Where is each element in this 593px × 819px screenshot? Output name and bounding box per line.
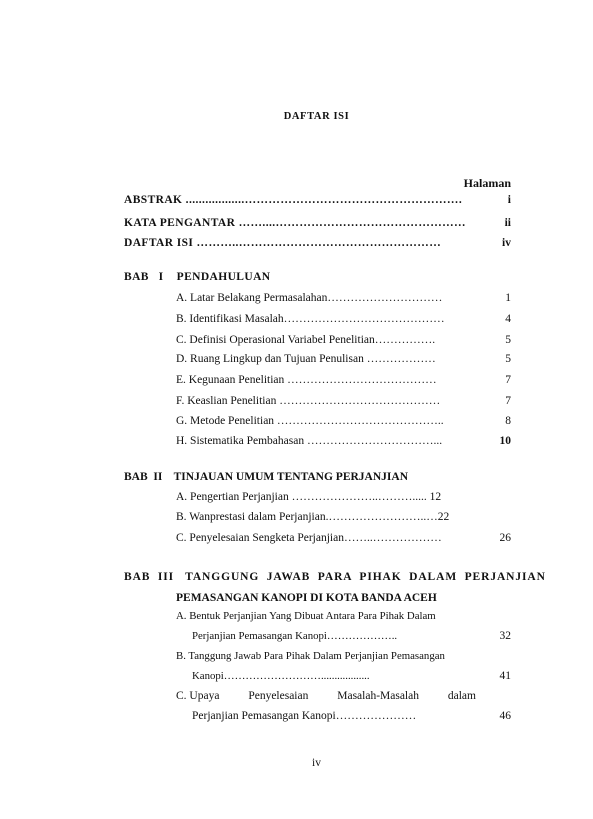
toc-page-3a: 32 (499, 630, 511, 642)
toc-item-3a-line1: A. Bentuk Perjanjian Yang Dibuat Antara Para Pihak Dalam (176, 610, 436, 622)
toc-page-abstrak: i (507, 194, 511, 206)
page-title: DAFTAR ISI (283, 111, 350, 122)
toc-item-1h: H. Sistematika Pembahasan ……………………………... (176, 435, 443, 447)
toc-page-3c: 46 (499, 710, 511, 722)
page-number-footer: iv (312, 757, 321, 769)
chapter-1-heading: BAB I PENDAHULUAN (124, 271, 271, 283)
toc-page-1a: 1 (505, 292, 511, 304)
chapter-3-heading-line2: PEMASANGAN KANOPI DI KOTA BANDA ACEH (176, 592, 437, 604)
toc-page-1b: 4 (505, 313, 511, 325)
toc-item-3c-word: dalam (447, 690, 476, 702)
toc-page-1e: 7 (505, 374, 511, 386)
chapter-2-heading: BAB II TINJAUAN UMUM TENTANG PERJANJIAN (124, 471, 409, 483)
toc-page-1h: 10 (499, 435, 511, 447)
toc-item-1f: F. Keaslian Penelitian …………………………………… (176, 395, 441, 407)
toc-item-2a: A. Pengertian Perjanjian …………………..………..... 12 (176, 491, 442, 503)
toc-item-1e: E. Kegunaan Penelitian ………………………………… (176, 374, 437, 386)
toc-item-3c-word: Masalah-Masalah (337, 690, 419, 702)
toc-item-3c-line1 (176, 689, 476, 703)
toc-item-1a: A. Latar Belakang Permasalahan………………………… (176, 292, 443, 304)
toc-page-3b: 41 (499, 670, 511, 682)
toc-item-1b: B. Identifikasi Masalah…………………………………… (176, 313, 445, 325)
toc-item-3b-line1: B. Tanggung Jawab Para Pihak Dalam Perjanjian Pemasangan (176, 650, 445, 662)
chapter-3-heading-line1: BAB III TANGGUNG JAWAB PARA PIHAK DALAM PERJANJIAN (124, 571, 546, 583)
toc-item-3a-line2: Perjanjian Pemasangan Kanopi……………….. (192, 630, 398, 642)
toc-page-kata-pengantar: ii (504, 217, 511, 229)
toc-page-daftar-isi: iv (502, 237, 511, 249)
toc-page-1c: 5 (505, 334, 511, 346)
toc-item-3c-line2: Perjanjian Pemasangan Kanopi………………… (192, 710, 417, 722)
toc-item-3b-line2: Kanopi……………………….................. (192, 670, 370, 682)
toc-item-2b: B. Wanprestasi dalam Perjanjian.……………………..…22 (176, 511, 450, 523)
toc-entry-kata-pengantar: KATA PENGANTAR ……....………………………………………… (124, 217, 466, 229)
toc-item-2c: C. Penyelesaian Sengketa Perjanjian……..……………… (176, 532, 442, 544)
toc-page-1d: 5 (505, 353, 511, 365)
toc-page-1g: 8 (505, 415, 511, 427)
toc-page-1f: 7 (505, 395, 511, 407)
toc-entry-abstrak: ABSTRAK ..................………………………………………………. (124, 194, 463, 206)
toc-page-2c: 26 (499, 532, 511, 544)
toc-item-3c-word: Penyelesaian (248, 690, 309, 702)
halaman-header: Halaman (463, 176, 511, 190)
toc-item-3c-word: C. Upaya (176, 690, 220, 702)
toc-item-1c: C. Definisi Operasional Variabel Penelitian……………. (176, 334, 436, 346)
toc-item-1d: D. Ruang Lingkup dan Tujuan Penulisan ……………… (176, 353, 436, 365)
toc-entry-daftar-isi: DAFTAR ISI ………..…………………………………………… (124, 237, 442, 249)
toc-item-1g: G. Metode Penelitian …………………………………….. (176, 415, 444, 427)
